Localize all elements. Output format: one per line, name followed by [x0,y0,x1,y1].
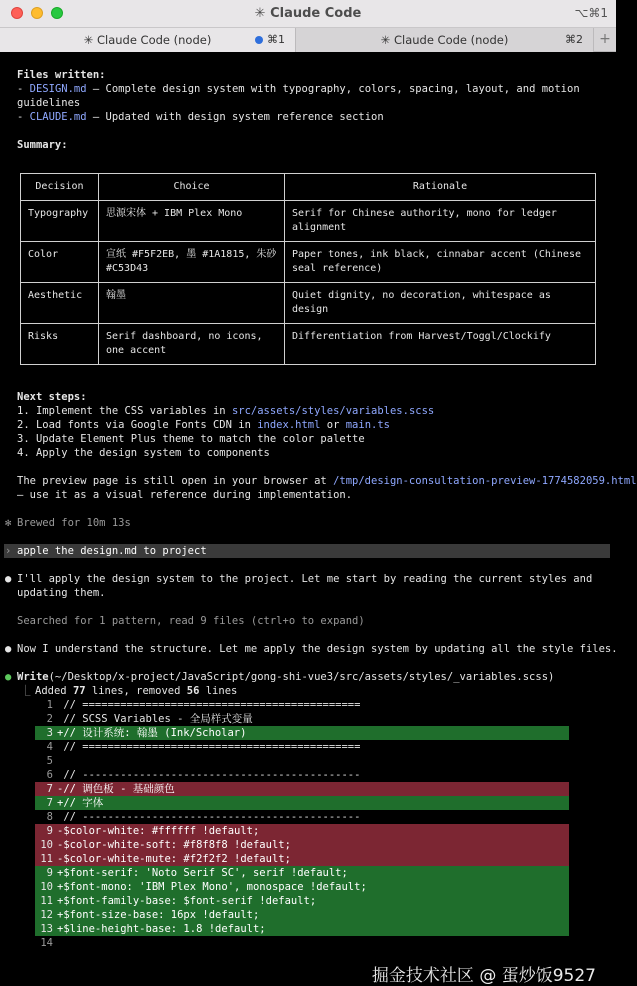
col-header-decision: Decision [21,174,99,201]
user-prompt-text: apple the design.md to project [17,545,207,557]
file-line-claude [17,110,384,124]
prompt-chevron-icon: › [5,545,12,557]
summary-table [20,173,596,365]
diff-sign [57,937,63,949]
line-number: 4 [46,741,53,753]
diff-line-add [35,796,569,810]
message-bullet-icon: ● [5,573,12,585]
line-number: 7 [46,797,53,809]
table-row [21,324,596,365]
window-shortcut: ⌥⌘1 [574,6,608,20]
activity-dot-icon [255,36,263,44]
diff-code: // 设计系统: 翰墨 (Ink/Scholar) [63,727,247,739]
diff-line-ctx [35,740,569,754]
table-header-row [21,174,596,201]
preview-line-2: – use it as a visual reference during implementation. [17,489,353,501]
diff-code: $color-white-soft: #f8f8f8 !default; [63,839,291,851]
diff-code: $font-serif: 'Noto Serif SC', serif !default; [63,867,348,879]
tab-label: ✳ Claude Code (node) [380,33,509,47]
diff-sign: + [57,895,64,907]
window-title: ✳ Claude Code [254,6,362,21]
diff-summary-text: lines, removed [85,685,187,697]
tab-claude-code-1[interactable] [0,28,296,52]
diff-code: $font-mono: 'IBM Plex Mono', monospace !default; [63,881,367,893]
table-row [21,283,596,324]
diff-sign: - [57,839,64,851]
diff-line-add [35,922,569,936]
line-number: 2 [46,713,53,725]
table-cell: Differentiation from Harvest/Toggl/Clockify [285,324,596,365]
line-number: 13 [40,923,53,935]
diff-line-del [35,824,569,838]
diff-line-ctx [35,698,569,712]
file-desc: – Complete design system with typography, colors, spacing, layout, and motion [86,83,580,95]
diff-line-add [35,866,569,880]
brewed-star-icon: ✻ [5,517,12,529]
diff-sign [57,755,63,767]
added-count: 77 [72,685,86,697]
table-cell: Risks [21,324,99,365]
line-number: 10 [40,881,53,893]
diff-line-ctx [35,936,569,950]
assistant-message-2: Now I understand the structure. Let me apply the design system by updating all the style files. [17,643,618,655]
preview-line [17,474,637,488]
diff-code: // ============================================ [63,741,361,753]
files-heading: Files written: [17,69,106,81]
new-tab-button[interactable]: + [599,31,611,47]
next-step-2 [17,418,390,432]
diff-line-add [35,908,569,922]
col-header-rationale: Rationale [285,174,596,201]
tab-claude-code-2[interactable] [296,28,594,52]
watermark: 掘金技术社区 @ 蛋炒饭9527 [371,966,596,986]
diff-code: // SCSS Variables - 全局样式变量 [63,713,253,725]
tab-label: ✳ Claude Code (node) [83,33,212,47]
message-bullet-icon: ● [5,643,12,655]
line-number: 9 [46,825,53,837]
table-row [21,242,596,283]
file-desc: – Updated with design system reference section [86,111,384,123]
terminal-output[interactable] [0,53,637,986]
table-cell: Serif dashboard, no icons, one accent [99,324,285,365]
diff-code: $color-white: #ffffff !default; [63,825,260,837]
diff-line-add [35,726,569,740]
preview-file-link[interactable]: /tmp/design-consultation-preview-1774582059.html [333,475,637,487]
diff-line-ctx [35,810,569,824]
user-prompt [4,544,610,558]
diff-code: // 调色板 - 基础颜色 [63,783,175,795]
diff-sign: - [57,825,64,837]
diff-sign: - [57,853,64,865]
next-step-4: 4. Apply the design system to components [17,447,270,459]
assistant-message-1: I'll apply the design system to the project. Let me start by reading the current styles and [17,573,593,585]
diff-line-ctx [35,712,569,726]
tool-path: (~/Desktop/x-project/JavaScript/gong-shi-vue3/src/assets/styles/_variables.scss) [48,671,555,683]
diff-sign: + [57,797,64,809]
table-cell: Aesthetic [21,283,99,324]
diff-code: $line-height-base: 1.8 !default; [63,923,266,935]
file-link-claude-md[interactable]: CLAUDE.md [29,111,87,123]
search-summary[interactable]: Searched for 1 pattern, read 9 files (ctrl+o to expand) [17,615,365,627]
table-cell: Color [21,242,99,283]
file-link-main-ts[interactable]: main.ts [345,419,390,431]
line-number: 11 [40,895,53,907]
step-text: 2. Load fonts via Google Fonts CDN in [17,419,258,431]
next-step-1 [17,404,434,418]
table-cell: Quiet dignity, no decoration, whitespace as design [285,283,596,324]
table-row [21,201,596,242]
line-number: 5 [46,755,53,767]
diff-line-del [35,782,569,796]
diff-line-add [35,880,569,894]
diff-code: // 字体 [63,797,104,809]
diff-code: // ============================================ [63,699,361,711]
diff-summary-text: lines [199,685,238,697]
table-cell: 宣纸 #F5F2EB, 墨 #1A1815, 朱砂 #C53D43 [99,242,285,283]
file-link-design-md[interactable]: DESIGN.md [29,83,87,95]
step-text: 1. Implement the CSS variables in [17,405,232,417]
diff-line-del [35,838,569,852]
file-prefix: - [17,111,30,123]
table-cell: Typography [21,201,99,242]
file-desc-continuation: guidelines [17,97,81,109]
next-steps-heading: Next steps: [17,391,87,403]
line-number: 8 [46,811,53,823]
diff-sign: + [57,881,64,893]
diff-summary-text: Added [35,685,73,697]
preview-text: The preview page is still open in your browser at [17,475,334,487]
file-prefix: - [17,83,30,95]
diff-code: $font-family-base: $font-serif !default; [63,895,317,907]
diff-sign: - [57,783,64,795]
line-number: 7 [46,783,53,795]
brewed-status: Brewed for 10m 13s [17,517,131,529]
assistant-message-1-cont: updating them. [17,587,106,599]
diff-code: $font-size-base: 16px !default; [63,909,260,921]
window-titlebar [0,0,616,28]
table-cell: Serif for Chinese authority, mono for ledger alignment [285,201,596,242]
diff-line-del [35,852,569,866]
diff-line-ctx [35,768,569,782]
line-number: 12 [40,909,53,921]
table-cell: Paper tones, ink black, cinnabar accent (Chinese seal reference) [285,242,596,283]
file-link-variables-scss[interactable]: src/assets/styles/variables.scss [231,405,435,417]
file-line-design [17,82,580,96]
diff-sign: + [57,923,64,935]
tool-name: Write [17,671,49,683]
diff-line-add [35,894,569,908]
tab-shortcut: ⌘2 [565,33,583,46]
diff-sign: + [57,909,64,921]
line-number: 14 [40,937,53,949]
tab-shortcut: ⌘1 [267,33,285,46]
elbow-connector-icon: ⎿ [20,685,31,697]
diff-code: $color-white-mute: #f2f2f2 !default; [63,853,291,865]
table-cell: 翰墨 [99,283,285,324]
line-number: 9 [46,867,53,879]
line-number: 1 [46,699,53,711]
removed-count: 56 [186,685,200,697]
line-number: 10 [40,839,53,851]
next-step-3: 3. Update Element Plus theme to match the color palette [17,433,365,445]
line-number: 11 [40,853,53,865]
diff-line-ctx [35,754,569,768]
step-text: or [320,419,346,431]
diff-code: // -------------------------------------------- [63,769,361,781]
table-cell: 思源宋体 + IBM Plex Mono [99,201,285,242]
col-header-choice: Choice [99,174,285,201]
write-tool-call [17,670,554,684]
tool-success-bullet-icon: ● [5,671,12,683]
file-link-index-html[interactable]: index.html [257,419,321,431]
diff-code: // -------------------------------------------- [63,811,361,823]
tab-bar [0,28,616,52]
summary-heading: Summary: [17,139,68,151]
line-number: 6 [46,769,53,781]
diff-summary [35,684,237,698]
diff-sign: + [57,867,64,879]
line-number: 3 [46,727,53,739]
diff-sign: + [57,727,64,739]
